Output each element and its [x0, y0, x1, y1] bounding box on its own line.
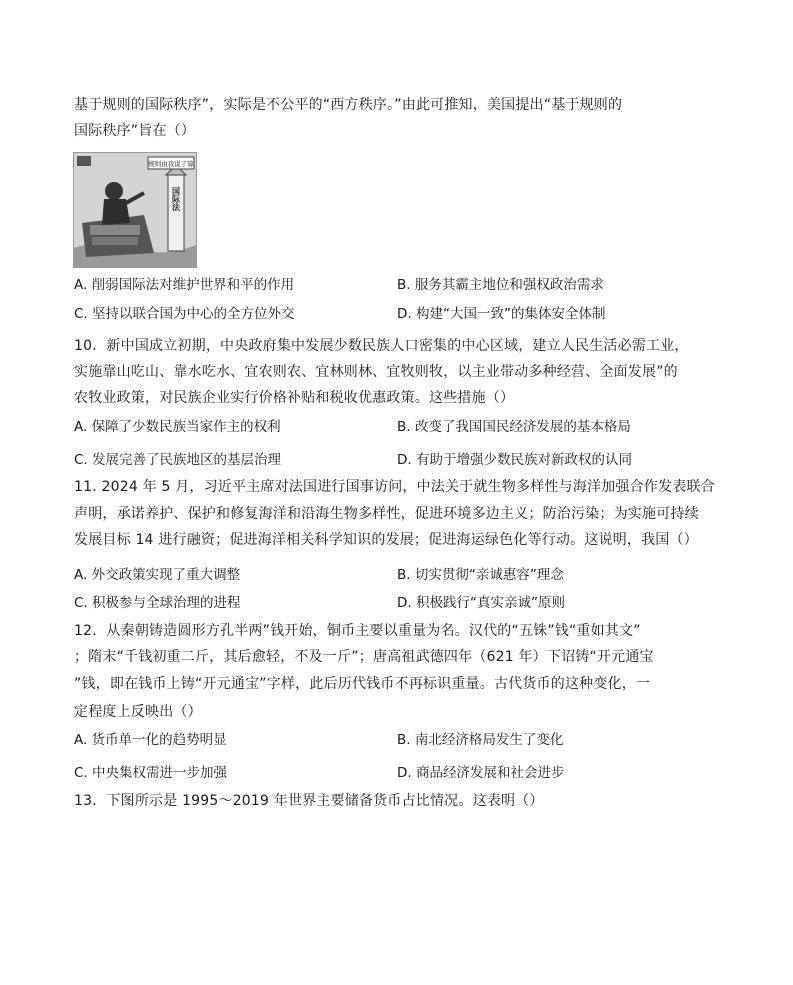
q10-option-a[interactable]: A. 保障了少数民族当家作主的权利 — [74, 419, 281, 435]
q12-option-c[interactable]: C. 中央集权需进一步加强 — [74, 765, 228, 781]
cartoon-drawing — [74, 153, 196, 267]
q12-option-b[interactable]: B. 南北经济格局发生了变化 — [397, 732, 564, 748]
cartoon-sign-text: 规则由我说了算 — [148, 160, 194, 168]
q10-option-d[interactable]: D. 有助于增强少数民族对新政权的认同 — [397, 452, 632, 468]
q10-stem-line1: 10．新中国成立初期，中央政府集中发展少数民族人口密集的中心区域，建立人民生活必需工业， — [74, 338, 689, 354]
q11-stem-line3: 发展目标 14 进行融资；促进海洋相关科学知识的发展；促进海运绿色化等行动。这说明，我国（） — [74, 532, 698, 548]
q11-option-a[interactable]: A. 外交政策实现了重大调整 — [74, 567, 241, 583]
q9-stem-line2: 国际秩序”旨在（） — [74, 123, 196, 139]
q9-option-a[interactable]: A. 削弱国际法对维护世界和平的作用 — [74, 277, 295, 293]
q9-option-c[interactable]: C. 坚持以联合国为中心的全方位外交 — [74, 306, 295, 322]
q11-stem-line1: 11. 2024 年 5 月，习近平主席对法国进行国事访问，中法关于就生物多样性与海洋加强合作发表联合 — [74, 479, 715, 495]
q11-option-d[interactable]: D. 积极践行“真实亲诚”原则 — [397, 595, 565, 611]
q12-stem-line3: ”钱，即在钱币上铸“开元通宝”字样，此后历代钱币不再标识重量。古代货币的这种变化，一 — [74, 676, 651, 692]
q12-stem-line2: ；隋末“千钱初重二斤，其后愈轻，不及一斤”；唐高祖武德四年（621 年）下诏铸“开元通宝 — [74, 649, 654, 665]
q9-option-b[interactable]: B. 服务其霸主地位和强权政治需求 — [397, 277, 604, 293]
q11-option-c[interactable]: C. 积极参与全球治理的进程 — [74, 595, 241, 611]
q9-option-d[interactable]: D. 构建“大国一致”的集体安全体制 — [397, 306, 606, 322]
q10-option-c[interactable]: C. 发展完善了民族地区的基层治理 — [74, 452, 282, 468]
q13-stem-line1: 13．下图所示是 1995～2019 年世界主要储备货币占比情况。这表明（） — [74, 793, 544, 809]
q11-stem-line2: 声明，承诺养护、保护和修复海洋和沿海生物多样性，促进环境多边主义；防治污染；为实施可持续 — [74, 506, 699, 522]
q9-cartoon-image — [73, 152, 197, 268]
q11-option-b[interactable]: B. 切实贯彻“亲诚惠容”理念 — [397, 567, 564, 583]
q12-option-a[interactable]: A. 货币单一化的趋势明显 — [74, 732, 227, 748]
q10-option-b[interactable]: B. 改变了我国国民经济发展的基本格局 — [397, 419, 631, 435]
q12-stem-line4: 定程度上反映出（） — [74, 704, 202, 720]
q10-stem-line3: 农牧业政策，对民族企业实行价格补贴和税收优惠政策。这些措施（） — [74, 390, 515, 406]
q9-stem-line1: 基于规则的国际秩序”，实际是不公平的“西方秩序。”由此可推知，美国提出“基于规则的 — [74, 97, 623, 113]
cartoon-tower-text: 国际法 — [171, 187, 181, 211]
q10-stem-line2: 实施靠山吃山、靠水吃水、宜农则农、宜林则林、宜牧则牧，以主业带动多种经营、全面发展”的 — [74, 364, 678, 380]
q12-stem-line1: 12．从秦朝铸造圆形方孔半两”钱开始，铜币主要以重量为名。汉代的“五铢”钱“重如其文” — [74, 623, 641, 639]
q12-option-d[interactable]: D. 商品经济发展和社会进步 — [397, 765, 565, 781]
